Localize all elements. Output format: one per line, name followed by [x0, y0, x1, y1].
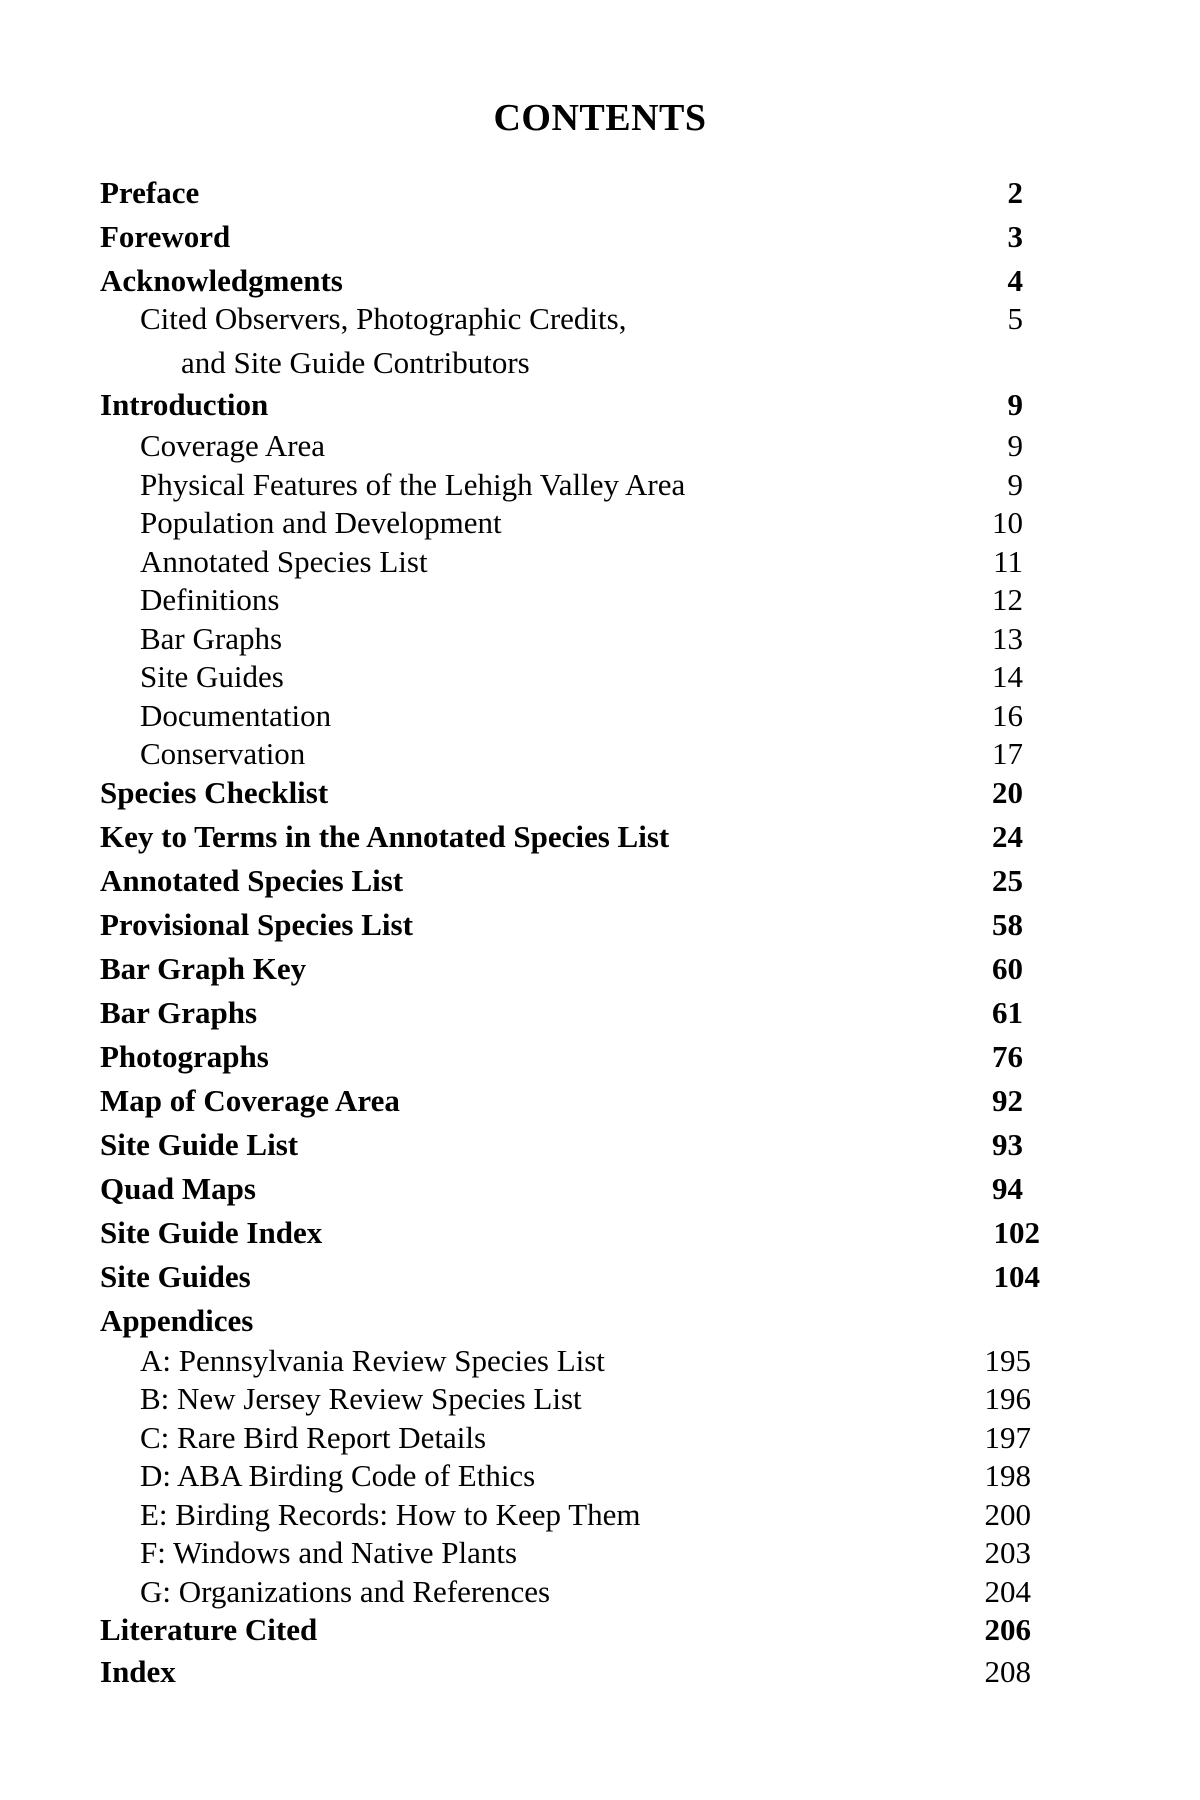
toc-subentry-label: Physical Features of the Lehigh Valley Area [140, 466, 686, 502]
toc-entry-page: 2 [1007, 175, 1023, 210]
toc-subentry-page: 204 [984, 1573, 1031, 1609]
toc-subentry-label: Conservation [140, 736, 306, 771]
toc-subentry-page: 195 [984, 1342, 1031, 1378]
toc-entry-label: Bar Graphs [100, 994, 258, 1030]
toc-entry-preface [100, 174, 1040, 218]
toc-subentry-appendix-f [100, 1534, 1040, 1573]
toc-subentry-label: B: New Jersey Review Species List [140, 1381, 582, 1416]
toc-entry-species-checklist [100, 774, 1040, 818]
toc-subentry-page: 196 [984, 1381, 1031, 1416]
toc-subentry-bar-graphs [100, 620, 1040, 659]
toc-entry-label: Index [100, 1654, 176, 1689]
toc-entry-label: Provisional Species List [100, 906, 413, 942]
toc-subentry-page: 200 [984, 1496, 1031, 1532]
toc-subentry-page: 13 [992, 620, 1023, 656]
toc-subentry-label: Site Guides [140, 659, 284, 694]
toc-entry-label: Annotated Species List [100, 862, 404, 898]
toc-subentry-label: Population and Development [140, 505, 502, 540]
toc-entry-quad-maps [100, 1170, 1040, 1214]
toc-entry-page: 61 [992, 994, 1023, 1030]
toc-entry-page: 24 [992, 818, 1023, 854]
toc-entry-page: 92 [992, 1082, 1023, 1118]
toc-subentry-page: 9 [1007, 428, 1023, 463]
toc-subentry-label: Definitions [140, 582, 280, 617]
toc-entry-foreword [100, 218, 1040, 262]
toc-subentry-page: 203 [984, 1535, 1031, 1570]
toc-entry-page: 104 [993, 1258, 1040, 1294]
toc-entry-key-to-terms [100, 818, 1040, 862]
toc-entry-label: Site Guide Index [100, 1214, 323, 1250]
toc-subentry-page: 16 [992, 697, 1023, 733]
toc-entry-label: Acknowledgments [100, 263, 343, 298]
toc-entry-site-guide-index [100, 1214, 1040, 1258]
toc-entry-page: 3 [1007, 219, 1023, 254]
toc-subentry-appendix-e [100, 1496, 1040, 1535]
toc-entry-label: Introduction [100, 387, 269, 422]
toc-subentry-population [100, 504, 1040, 543]
toc-entry-acknowledgments [100, 262, 1040, 300]
page-title: CONTENTS [493, 97, 707, 139]
toc-entry-label: Site Guides [100, 1258, 251, 1294]
toc-subentry-label: D: ABA Birding Code of Ethics [140, 1458, 536, 1493]
toc-subentry-page: 9 [1007, 466, 1023, 502]
toc-entry-provisional-species-list [100, 906, 1040, 950]
toc-entry-map-of-coverage-area [100, 1082, 1040, 1126]
toc-entry-literature-cited [100, 1611, 1040, 1653]
toc-entry-page: 20 [992, 774, 1023, 810]
toc-subentry-label: E: Birding Records: How to Keep Them [140, 1496, 641, 1532]
toc-entry-page: 93 [992, 1126, 1023, 1162]
toc-entry-label: Species Checklist [100, 774, 329, 810]
toc-entry-page: 94 [992, 1170, 1023, 1206]
toc-entry-site-guides [100, 1258, 1040, 1302]
toc-entry-introduction [100, 386, 1040, 427]
toc-entry-label: Literature Cited [100, 1612, 318, 1647]
toc-entry-page: 9 [1007, 387, 1023, 422]
toc-entry-appendices [100, 1302, 1040, 1342]
toc-subentry-coverage-area [100, 427, 1040, 466]
toc-entry-page: 60 [992, 950, 1023, 986]
toc-subentry-label: Bar Graphs [140, 620, 283, 656]
toc-entry-bar-graphs [100, 994, 1040, 1038]
toc-entry-label: Foreword [100, 219, 231, 254]
toc-subentry-continuation [100, 344, 1040, 386]
toc-entry-page: 206 [984, 1612, 1031, 1647]
toc-subentry-page: 11 [993, 543, 1023, 579]
toc-entry-annotated-species-list [100, 862, 1040, 906]
toc-entry-label: Preface [100, 175, 200, 210]
toc-subentry-label: Annotated Species List [140, 543, 428, 579]
toc-subentry-label: Cited Observers, Photographic Credits, [140, 301, 627, 336]
toc-entry-page: 58 [992, 906, 1023, 942]
toc-entry-label: Map of Coverage Area [100, 1082, 400, 1118]
toc-subentry-appendix-d [100, 1457, 1040, 1496]
toc-entry-page: 208 [984, 1654, 1031, 1689]
toc-subentry-label: F: Windows and Native Plants [140, 1535, 518, 1570]
toc-entry-page: 102 [993, 1214, 1040, 1250]
toc-subentry-cited-observers [100, 300, 1040, 344]
toc-entry-photographs [100, 1038, 1040, 1082]
toc-subentry-documentation [100, 697, 1040, 736]
toc-subentry-label: C: Rare Bird Report Details [140, 1419, 487, 1455]
toc-entry-label: Appendices [100, 1302, 254, 1338]
toc-subentry-appendix-c [100, 1419, 1040, 1458]
toc-subentry-page: 197 [984, 1419, 1031, 1455]
table-of-contents [100, 174, 1040, 1697]
toc-subentry-appendix-g [100, 1573, 1040, 1612]
toc-entry-label: Quad Maps [100, 1170, 256, 1206]
toc-entry-page: 76 [992, 1038, 1023, 1074]
toc-entry-label: Photographs [100, 1038, 269, 1074]
toc-subentry-page: 17 [992, 736, 1023, 771]
toc-subentry-label: Coverage Area [140, 428, 326, 463]
toc-entry-label: Key to Terms in the Annotated Species List [100, 818, 670, 854]
toc-subentry-physical-features [100, 466, 1040, 505]
toc-subentry-appendix-a [100, 1342, 1040, 1381]
toc-subentry-annotated-species-list [100, 543, 1040, 582]
toc-subentry-conservation [100, 735, 1040, 774]
toc-entry-label: Site Guide List [100, 1126, 299, 1162]
toc-entry-page: 4 [1007, 263, 1023, 298]
toc-subentry-label: A: Pennsylvania Review Species List [140, 1342, 605, 1378]
toc-subentry-label: G: Organizations and References [140, 1573, 551, 1609]
toc-subentry-page: 10 [992, 505, 1023, 540]
toc-entry-index [100, 1653, 1040, 1697]
toc-subentry-site-guides [100, 658, 1040, 697]
toc-entry-site-guide-list [100, 1126, 1040, 1170]
toc-subentry-page: 198 [984, 1458, 1031, 1493]
toc-subentry-label: and Site Guide Contributors [181, 345, 530, 380]
toc-subentry-page: 12 [992, 582, 1023, 617]
toc-entry-bar-graph-key [100, 950, 1040, 994]
toc-subentry-page: 5 [1007, 301, 1023, 336]
toc-entry-page: 25 [992, 862, 1023, 898]
toc-entry-label: Bar Graph Key [100, 950, 307, 986]
toc-subentry-page: 14 [992, 659, 1023, 694]
toc-subentry-appendix-b [100, 1380, 1040, 1419]
toc-subentry-definitions [100, 581, 1040, 620]
toc-subentry-label: Documentation [140, 697, 332, 733]
